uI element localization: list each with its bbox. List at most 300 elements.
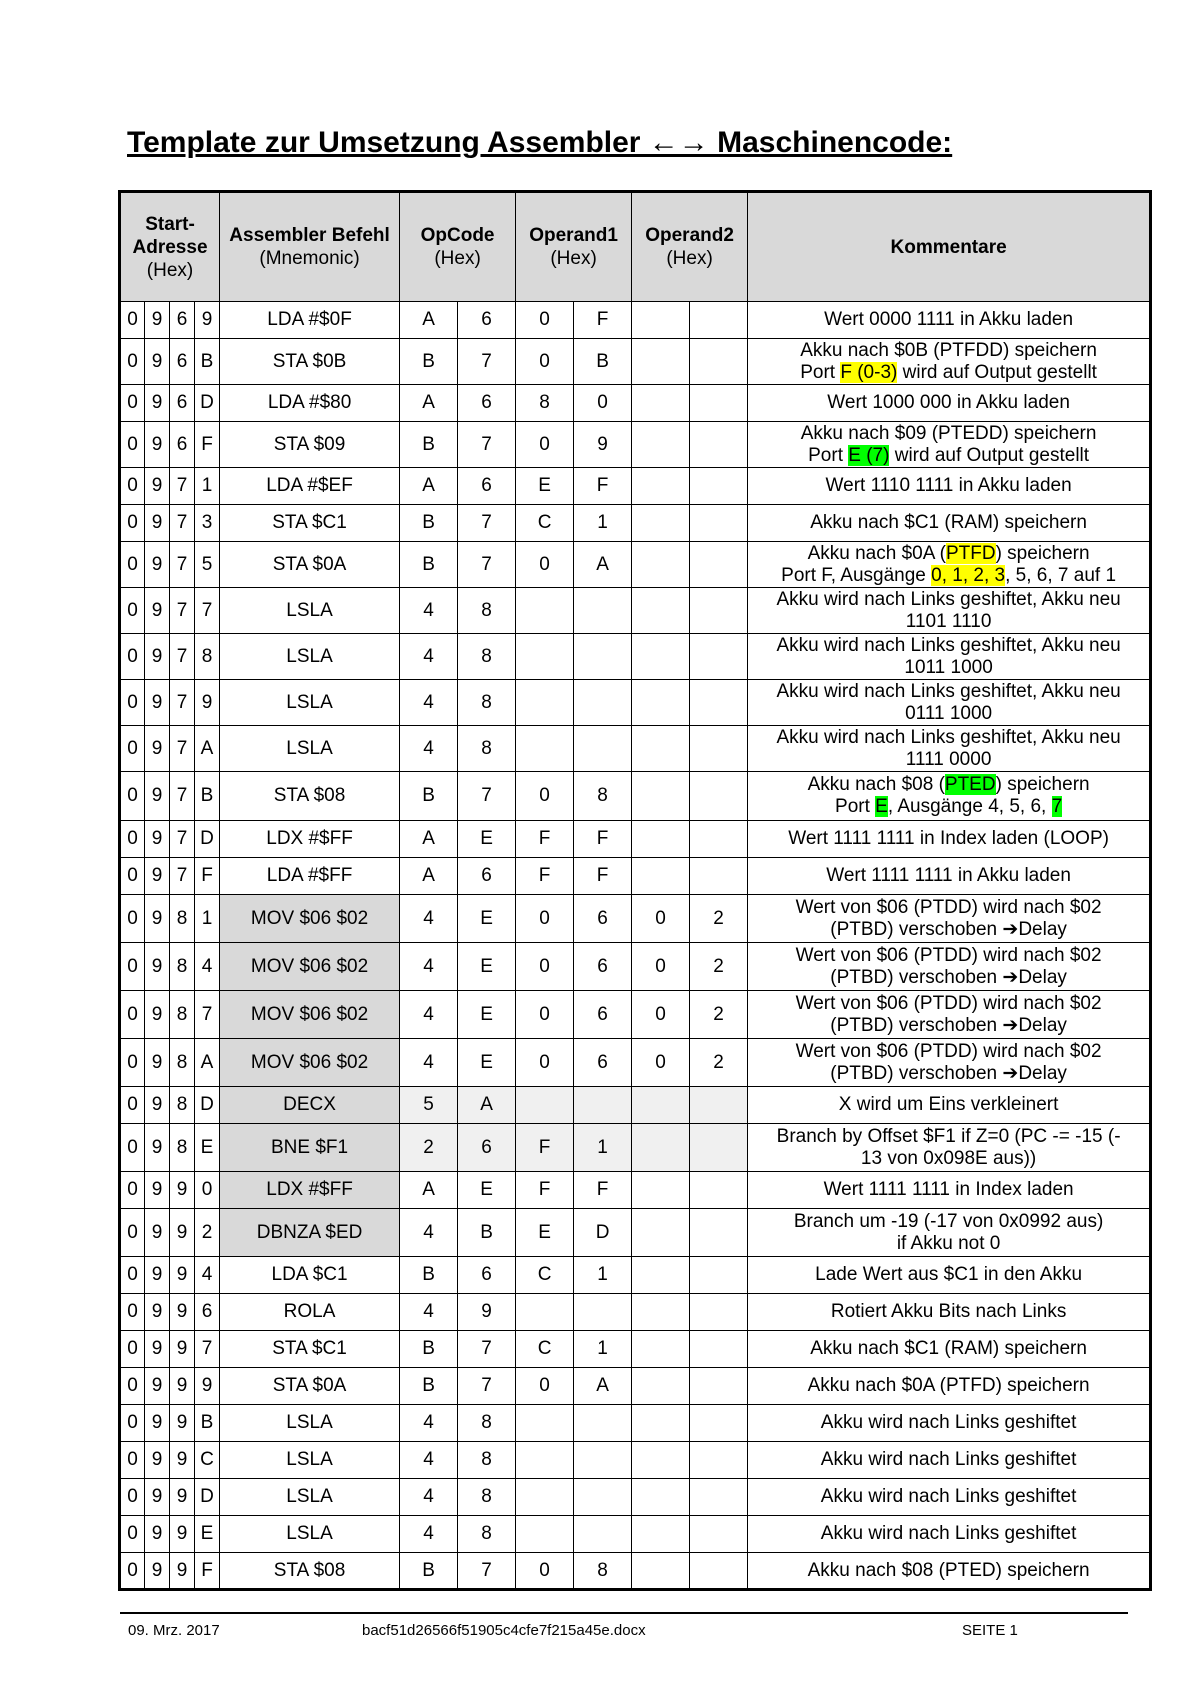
table-row (120, 772, 1151, 821)
comment-cell (748, 1039, 1151, 1087)
comment-line (752, 1560, 1145, 1582)
address-digit: 9 (145, 422, 170, 468)
operand2-digit (690, 339, 748, 385)
opcode-digit: B (400, 1331, 458, 1368)
comment-text: Branch by Offset $F1 if Z=0 (PC -= -15 (- (776, 1125, 1121, 1147)
operand1-digit: 0 (516, 1553, 574, 1590)
highlighted-text: PTED (944, 774, 996, 795)
operand1-digit: 6 (574, 895, 632, 943)
operand1-digit: B (574, 339, 632, 385)
operand1-digit: A (574, 542, 632, 588)
comment-line (752, 565, 1145, 587)
address-digit: 9 (145, 1209, 170, 1257)
address-digit: 0 (120, 422, 145, 468)
address-digit: 0 (120, 505, 145, 542)
mnemonic-cell: DBNZA $ED (220, 1209, 400, 1257)
comment-text: ) speichern (995, 774, 1090, 795)
operand1-digit (516, 680, 574, 726)
mnemonic-cell: ROLA (220, 1294, 400, 1331)
operand1-digit (574, 1294, 632, 1331)
opcode-digit: 6 (458, 468, 516, 505)
address-digit: 9 (145, 858, 170, 895)
comment-text: 1011 1000 (904, 656, 993, 678)
comment-line (752, 828, 1145, 850)
opcode-digit: B (400, 542, 458, 588)
address-digit: B (195, 1405, 220, 1442)
opcode-digit: 6 (458, 385, 516, 422)
comment-text: Wert von $06 (PTDD) wird nach $02 (795, 992, 1102, 1014)
operand2-digit (690, 1479, 748, 1516)
mnemonic-cell: DECX (220, 1087, 400, 1124)
highlighted-text: F (0-3) (840, 361, 898, 383)
comment-line (752, 1179, 1145, 1201)
comment-text: Akku wird nach Links geshiftet, Akku neu (776, 634, 1121, 656)
highlighted-text: PTFD (945, 542, 996, 564)
address-digit: 9 (195, 680, 220, 726)
address-digit: 0 (120, 1257, 145, 1294)
address-digit: F (195, 422, 220, 468)
table-row (120, 1405, 1151, 1442)
operand1-digit (574, 588, 632, 634)
address-digit: 7 (195, 1331, 220, 1368)
address-digit: 5 (195, 542, 220, 588)
footer-page: SEITE 1 (962, 1622, 1018, 1639)
comment-text: 1111 0000 (905, 748, 992, 770)
comment-line (752, 309, 1145, 331)
operand2-digit: 2 (690, 943, 748, 991)
highlighted-text: 7 (1051, 796, 1063, 817)
operand2-digit (690, 634, 748, 680)
operand2-digit: 2 (690, 1039, 748, 1087)
operand2-digit (690, 680, 748, 726)
address-digit: 9 (145, 339, 170, 385)
comment-cell (748, 1442, 1151, 1479)
operand2-digit (690, 772, 748, 821)
opcode-digit: 8 (458, 680, 516, 726)
comment-text: Akku nach $C1 (RAM) speichern (810, 512, 1087, 533)
comment-line (752, 1449, 1145, 1471)
mnemonic-cell: BNE $F1 (220, 1124, 400, 1172)
address-digit: B (195, 339, 220, 385)
table-row (120, 339, 1151, 385)
mnemonic-cell: STA $09 (220, 422, 400, 468)
table-row (120, 858, 1151, 895)
address-digit: 8 (170, 895, 195, 943)
table-row (120, 588, 1151, 634)
address-digit: 9 (195, 302, 220, 339)
address-digit: 8 (170, 1039, 195, 1087)
table-row (120, 468, 1151, 505)
mnemonic-cell: STA $0A (220, 1368, 400, 1405)
address-digit: 9 (145, 680, 170, 726)
operand2-digit (690, 1331, 748, 1368)
operand2-digit (690, 542, 748, 588)
comment-line (752, 475, 1145, 497)
address-digit: 9 (170, 1257, 195, 1294)
address-digit: 8 (170, 943, 195, 991)
comment-line (752, 1211, 1145, 1233)
comment-line (752, 749, 1145, 771)
opcode-digit: B (400, 422, 458, 468)
address-digit: 9 (145, 505, 170, 542)
comment-text: Wert 0000 1111 in Akku laden (824, 309, 1074, 330)
table-row (120, 302, 1151, 339)
opcode-digit: 4 (400, 1479, 458, 1516)
operand1-digit: 1 (574, 505, 632, 542)
address-digit: 0 (120, 858, 145, 895)
opcode-digit: E (458, 991, 516, 1039)
mnemonic-cell: LSLA (220, 680, 400, 726)
operand1-digit: 8 (516, 385, 574, 422)
comment-cell (748, 680, 1151, 726)
address-digit: A (195, 726, 220, 772)
comment-line (752, 865, 1145, 887)
operand1-digit: F (516, 1172, 574, 1209)
address-digit: 8 (170, 1087, 195, 1124)
comment-text: X wird um Eins verkleinert (838, 1094, 1059, 1115)
comment-text: Akku wird nach Links geshiftet (820, 1486, 1077, 1507)
mnemonic-cell: MOV $06 $02 (220, 943, 400, 991)
mnemonic-cell: LDA #$EF (220, 468, 400, 505)
operand2-digit (690, 588, 748, 634)
comment-text: 0111 1000 (905, 702, 993, 724)
table-row (120, 422, 1151, 468)
address-digit: 9 (170, 1368, 195, 1405)
address-digit: F (195, 858, 220, 895)
opcode-digit: 8 (458, 588, 516, 634)
operand1-digit: F (574, 468, 632, 505)
comment-text: Akku nach $0B (PTFDD) speichern (800, 339, 1097, 361)
comment-text: Wert von $06 (PTDD) wird nach $02 (795, 944, 1102, 966)
operand1-digit: 0 (516, 422, 574, 468)
address-digit: 9 (170, 1516, 195, 1553)
comment-cell (748, 772, 1151, 821)
address-digit: 9 (145, 1516, 170, 1553)
opcode-digit: 6 (458, 1257, 516, 1294)
operand2-digit (690, 726, 748, 772)
address-digit: 8 (195, 634, 220, 680)
comment-line (752, 1264, 1145, 1286)
table-row (120, 1039, 1151, 1087)
comment-line (752, 1148, 1145, 1170)
opcode-digit: 7 (458, 339, 516, 385)
header-row (120, 192, 1151, 302)
operand2-digit (632, 505, 690, 542)
table-row (120, 821, 1151, 858)
address-digit: 0 (120, 1039, 145, 1087)
address-digit: 0 (120, 1479, 145, 1516)
address-digit: 9 (170, 1442, 195, 1479)
comment-cell (748, 895, 1151, 943)
opcode-digit: 7 (458, 542, 516, 588)
table-row (120, 1209, 1151, 1257)
opcode-digit: B (400, 339, 458, 385)
comment-text: (PTBD) verschoben ➔Delay (830, 1062, 1067, 1084)
address-digit: 0 (120, 634, 145, 680)
address-digit: 9 (145, 1442, 170, 1479)
operand2-digit (632, 1209, 690, 1257)
opcode-digit: 7 (458, 772, 516, 821)
comment-text: Port (835, 796, 876, 817)
address-digit: 0 (195, 1172, 220, 1209)
comment-cell (748, 1479, 1151, 1516)
operand2-digit (690, 505, 748, 542)
comment-text: , 5, 6, 7 auf 1 (1005, 564, 1117, 586)
table-row (120, 505, 1151, 542)
operand1-digit: 0 (516, 339, 574, 385)
page-title: Template zur Umsetzung Assembler ←→ Maschinencode: (127, 126, 953, 159)
operand1-digit (516, 1087, 574, 1124)
address-digit: 0 (120, 1294, 145, 1331)
header-start-address: Start-Adresse (Hex) (120, 192, 220, 302)
header-opcode: OpCode (Hex) (400, 192, 516, 302)
address-digit: 9 (195, 1368, 220, 1405)
address-digit: 9 (145, 943, 170, 991)
operand1-digit: 0 (516, 772, 574, 821)
operand2-digit (632, 1087, 690, 1124)
table-row (120, 895, 1151, 943)
comment-line (752, 543, 1145, 565)
mnemonic-cell: STA $0B (220, 339, 400, 385)
header-comments: Kommentare (748, 192, 1151, 302)
comment-cell (748, 385, 1151, 422)
mnemonic-cell: LDX #$FF (220, 1172, 400, 1209)
operand1-digit: 1 (574, 1331, 632, 1368)
address-digit: 9 (145, 1405, 170, 1442)
operand1-digit: 0 (516, 1368, 574, 1405)
address-digit: 7 (170, 726, 195, 772)
mnemonic-cell: LSLA (220, 1516, 400, 1553)
comment-line (752, 1233, 1145, 1255)
opcode-digit: A (400, 821, 458, 858)
comment-cell (748, 1172, 1151, 1209)
operand1-digit: F (574, 858, 632, 895)
table-row (120, 385, 1151, 422)
footer-filename: bacf51d26566f51905c4cfe7f215a45e.docx (362, 1622, 646, 1639)
address-digit: 1 (195, 468, 220, 505)
operand1-digit: 6 (574, 991, 632, 1039)
comment-line (752, 919, 1145, 941)
opcode-digit: A (400, 1172, 458, 1209)
address-digit: 9 (145, 385, 170, 422)
mnemonic-cell: STA $08 (220, 772, 400, 821)
opcode-digit: 9 (458, 1294, 516, 1331)
opcode-digit: 4 (400, 588, 458, 634)
assembler-table (118, 190, 1152, 1591)
comment-line (752, 423, 1145, 445)
comment-line (752, 1063, 1145, 1085)
address-digit: 0 (120, 339, 145, 385)
mnemonic-cell: LDA #$80 (220, 385, 400, 422)
operand1-digit (516, 1479, 574, 1516)
operand2-digit (690, 858, 748, 895)
comment-text: , Ausgänge 4, 5, 6, (887, 796, 1052, 817)
comment-text: Akku nach $C1 (RAM) speichern (810, 1338, 1087, 1359)
comment-text: Akku nach $0A (PTFD) speichern (807, 1375, 1090, 1396)
mnemonic-cell: MOV $06 $02 (220, 895, 400, 943)
address-digit: 7 (170, 634, 195, 680)
comment-text: wird auf Output gestellt (897, 361, 1097, 383)
comment-cell (748, 726, 1151, 772)
operand1-digit (574, 1479, 632, 1516)
operand1-digit (574, 1516, 632, 1553)
opcode-digit: E (458, 1039, 516, 1087)
address-digit: 9 (170, 1172, 195, 1209)
comment-cell (748, 991, 1151, 1039)
address-digit: 7 (170, 468, 195, 505)
opcode-digit: B (400, 505, 458, 542)
comment-text: (PTBD) verschoben ➔Delay (830, 966, 1067, 988)
operand1-digit: 1 (574, 1124, 632, 1172)
opcode-digit: 6 (458, 858, 516, 895)
comment-line (752, 681, 1145, 703)
address-digit: 0 (120, 1209, 145, 1257)
operand2-digit (632, 1479, 690, 1516)
comment-line (752, 1126, 1145, 1148)
opcode-digit: 2 (400, 1124, 458, 1172)
operand1-digit: C (516, 505, 574, 542)
operand2-digit: 2 (690, 895, 748, 943)
comment-text: Branch um -19 (-17 von 0x0992 aus) (793, 1210, 1104, 1232)
comment-text: Wert 1111 1111 in Index laden (823, 1179, 1074, 1200)
table-row (120, 1479, 1151, 1516)
opcode-digit: 6 (458, 1124, 516, 1172)
operand2-digit: 0 (632, 895, 690, 943)
opcode-digit: 7 (458, 422, 516, 468)
opcode-digit: 4 (400, 1442, 458, 1479)
opcode-digit: A (400, 302, 458, 339)
highlighted-text: E (875, 796, 888, 817)
operand1-digit: C (516, 1331, 574, 1368)
comment-text: Wert 1111 1111 in Index laden (LOOP) (788, 828, 1109, 849)
address-digit: F (195, 1553, 220, 1590)
opcode-digit: E (458, 821, 516, 858)
table-row (120, 1294, 1151, 1331)
opcode-digit: B (400, 1368, 458, 1405)
operand2-digit (632, 634, 690, 680)
address-digit: A (195, 1039, 220, 1087)
operand2-digit: 0 (632, 943, 690, 991)
operand1-digit (516, 634, 574, 680)
operand1-digit: F (574, 821, 632, 858)
comment-cell (748, 1294, 1151, 1331)
operand2-digit (690, 1257, 748, 1294)
comment-text: Akku nach $08 ( (807, 774, 945, 795)
comment-line (752, 993, 1145, 1015)
comment-cell (748, 821, 1151, 858)
address-digit: 6 (170, 422, 195, 468)
comment-line (752, 1015, 1145, 1037)
comment-cell (748, 943, 1151, 991)
address-digit: 0 (120, 1087, 145, 1124)
address-digit: 9 (145, 726, 170, 772)
operand1-digit: D (574, 1209, 632, 1257)
operand1-digit: 0 (516, 991, 574, 1039)
opcode-digit: A (400, 468, 458, 505)
mnemonic-cell: STA $C1 (220, 505, 400, 542)
opcode-digit: 4 (400, 1039, 458, 1087)
comment-cell (748, 1553, 1151, 1590)
opcode-digit: E (458, 1172, 516, 1209)
operand1-digit: 1 (574, 1257, 632, 1294)
operand1-digit: A (574, 1368, 632, 1405)
address-digit: 0 (120, 943, 145, 991)
address-digit: 0 (120, 895, 145, 943)
address-digit: 0 (120, 772, 145, 821)
operand1-digit: 0 (516, 542, 574, 588)
address-digit: D (195, 821, 220, 858)
opcode-digit: 7 (458, 505, 516, 542)
comment-line (752, 796, 1145, 818)
address-digit: 7 (170, 588, 195, 634)
address-digit: 9 (145, 895, 170, 943)
comment-line (752, 967, 1145, 989)
mnemonic-cell: STA $08 (220, 1553, 400, 1590)
mnemonic-cell: LSLA (220, 1405, 400, 1442)
address-digit: 8 (170, 991, 195, 1039)
table-row (120, 1087, 1151, 1124)
operand2-digit (690, 1405, 748, 1442)
address-digit: 9 (145, 1257, 170, 1294)
comment-cell (748, 339, 1151, 385)
comment-line (752, 945, 1145, 967)
address-digit: 6 (195, 1294, 220, 1331)
comment-text: wird auf Output gestellt (889, 444, 1090, 466)
operand1-digit: F (574, 302, 632, 339)
comment-text: Akku nach $09 (PTEDD) speichern (800, 422, 1097, 444)
operand1-digit: 6 (574, 1039, 632, 1087)
comment-line (752, 445, 1145, 467)
operand1-digit: E (516, 468, 574, 505)
opcode-digit: B (400, 1553, 458, 1590)
table-row (120, 1172, 1151, 1209)
operand2-digit (632, 821, 690, 858)
comment-line (752, 611, 1145, 633)
address-digit: 0 (120, 302, 145, 339)
comment-cell (748, 1087, 1151, 1124)
comment-cell (748, 588, 1151, 634)
operand1-digit (574, 680, 632, 726)
footer-date: 09. Mrz. 2017 (128, 1622, 220, 1639)
operand2-digit (632, 588, 690, 634)
address-digit: 9 (170, 1553, 195, 1590)
operand1-digit: 8 (574, 772, 632, 821)
operand2-digit (690, 385, 748, 422)
mnemonic-cell: LSLA (220, 588, 400, 634)
operand1-digit (516, 588, 574, 634)
comment-line (752, 1523, 1145, 1545)
address-digit: 9 (170, 1331, 195, 1368)
address-digit: 6 (170, 385, 195, 422)
opcode-digit: B (400, 1257, 458, 1294)
opcode-digit: 5 (400, 1087, 458, 1124)
comment-text: Wert 1000 000 in Akku laden (827, 392, 1070, 413)
address-digit: 7 (170, 680, 195, 726)
table-row (120, 943, 1151, 991)
address-digit: 0 (120, 468, 145, 505)
mnemonic-cell: STA $C1 (220, 1331, 400, 1368)
address-digit: 1 (195, 895, 220, 943)
address-digit: 9 (145, 1331, 170, 1368)
comment-text: Wert von $06 (PTDD) wird nach $02 (795, 896, 1102, 918)
address-digit: 0 (120, 991, 145, 1039)
operand2-digit (632, 1172, 690, 1209)
comment-text: Akku nach $0A ( (807, 542, 946, 564)
operand2-digit (690, 1172, 748, 1209)
operand2-digit (690, 1553, 748, 1590)
address-digit: 0 (120, 726, 145, 772)
address-digit: E (195, 1516, 220, 1553)
